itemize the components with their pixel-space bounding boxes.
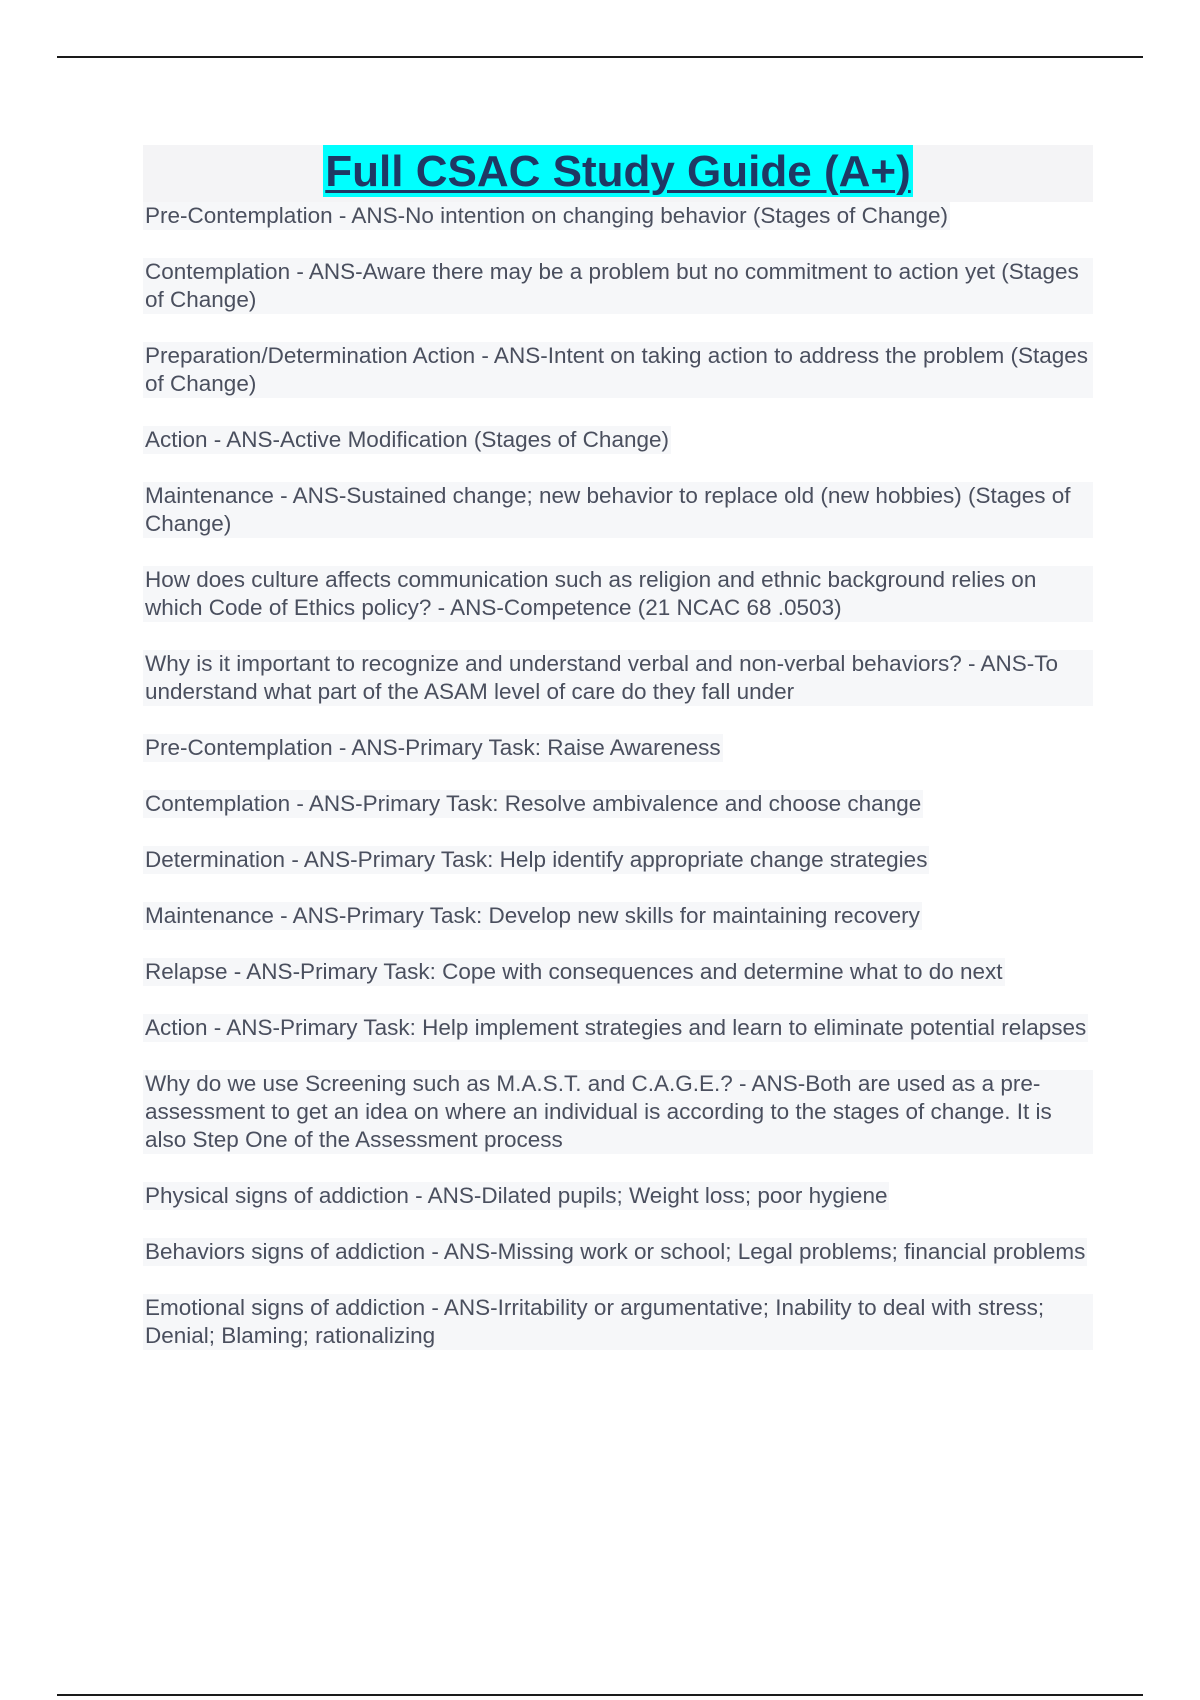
qa-item: Relapse - ANS-Primary Task: Cope with consequences and determine what to do next [145,959,1003,984]
qa-item: How does culture affects communication such as religion and ethnic background relies on which Code of Ethics policy? - ANS-Competence (21 NCAC 68 .0503) [143,566,1093,622]
qa-item: Physical signs of addiction - ANS-Dilated pupils; Weight loss; poor hygiene [145,1183,888,1208]
qa-item: Maintenance - ANS-Primary Task: Develop new skills for maintaining recovery [145,903,920,928]
qa-item: Emotional signs of addiction - ANS-Irritability or argumentative; Inability to deal with stress; Denial; Blaming; rationalizing [143,1294,1093,1350]
qa-item: Maintenance - ANS-Sustained change; new behavior to replace old (new hobbies) (Stages of Change) [143,482,1093,538]
qa-item: Contemplation - ANS-Primary Task: Resolve ambivalence and choose change [145,791,922,816]
qa-item: Preparation/Determination Action - ANS-Intent on taking action to address the problem (Stages of Change) [143,342,1093,398]
qa-item: Action - ANS-Active Modification (Stages of Change) [145,427,669,452]
qa-item: Determination - ANS-Primary Task: Help identify appropriate change strategies [145,847,928,872]
qa-item: Why is it important to recognize and understand verbal and non-verbal behaviors? - ANS-To understand what part of the ASAM level of care do they fall under [143,650,1093,706]
page-top-rule [57,56,1143,58]
qa-list [143,202,1093,1350]
document-title: Full CSAC Study Guide (A+) [325,147,911,196]
title-band [143,145,1093,202]
qa-item: Behaviors signs of addiction - ANS-Missing work or school; Legal problems; financial problems [145,1239,1086,1264]
qa-item: Pre-Contemplation - ANS-No intention on changing behavior (Stages of Change) [145,203,948,228]
qa-item: Pre-Contemplation - ANS-Primary Task: Raise Awareness [145,735,721,760]
document-body [143,145,1093,1378]
qa-item: Action - ANS-Primary Task: Help implement strategies and learn to eliminate potential relapses [145,1015,1087,1040]
qa-item: Why do we use Screening such as M.A.S.T. and C.A.G.E.? - ANS-Both are used as a pre-assessment to get an idea on where an individual is according to the stages of change. It is also Step One of the Assessment process [143,1070,1093,1154]
qa-item: Contemplation - ANS-Aware there may be a problem but no commitment to action yet (Stages of Change) [143,258,1093,314]
page-bottom-rule [57,1694,1143,1696]
